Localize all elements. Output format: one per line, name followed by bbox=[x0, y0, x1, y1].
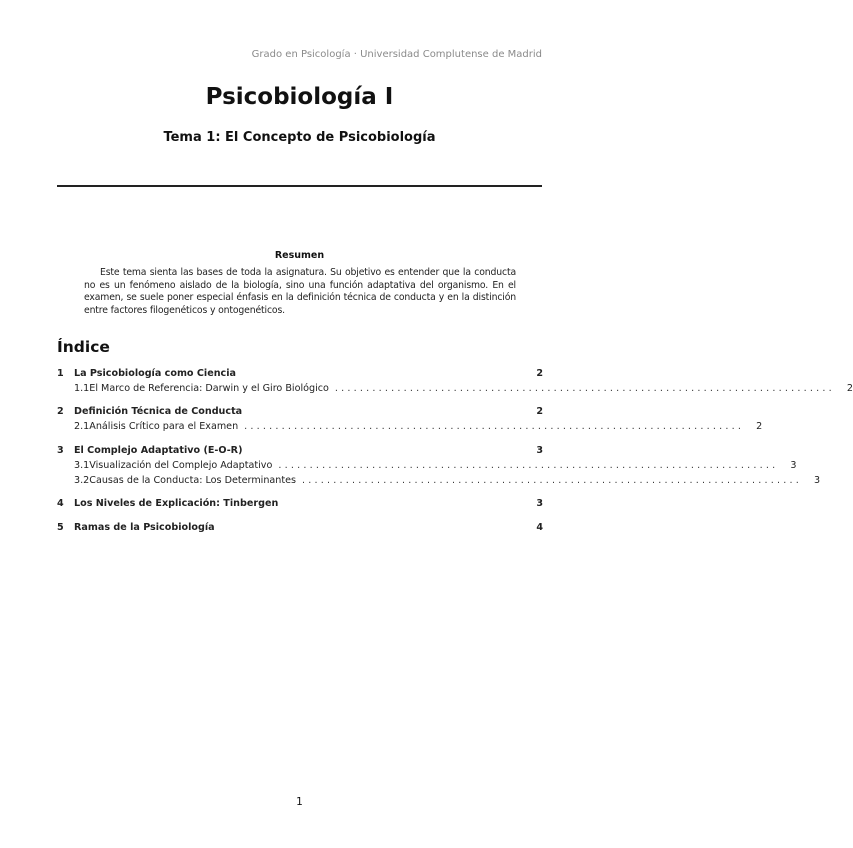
toc-entry-page: 3 bbox=[536, 445, 543, 456]
toc-entry-title: Causas de la Conducta: Los Determinantes bbox=[89, 475, 297, 486]
toc-entry-page: 2 bbox=[536, 368, 543, 379]
toc-entry-number: 2.1 bbox=[74, 421, 90, 432]
toc-entry-title: El Marco de Referencia: Darwin y el Giro Biológico bbox=[89, 383, 329, 394]
toc-entry-title: La Psicobiología como Ciencia bbox=[74, 368, 236, 379]
toc-entry-title: Análisis Crítico para el Examen bbox=[89, 421, 239, 432]
toc-entry-title: Definición Técnica de Conducta bbox=[74, 406, 243, 417]
toc-entry-title: Ramas de la Psicobiología bbox=[74, 522, 215, 533]
toc-entry-page: 2 bbox=[756, 421, 763, 432]
toc-entry-page: 2 bbox=[536, 406, 543, 417]
toc-leader-dots: ................................................................................ bbox=[302, 475, 803, 486]
toc-section-entry[interactable] bbox=[57, 368, 543, 382]
toc-subsection-entry[interactable] bbox=[57, 383, 853, 397]
toc-leader-dots: ................................................................................ bbox=[244, 421, 745, 432]
toc-entry-number: 4 bbox=[57, 498, 64, 509]
toc-entry-title: Visualización del Complejo Adaptativo bbox=[89, 460, 273, 471]
toc-entry-number: 1.1 bbox=[74, 383, 90, 394]
toc-entry-page: 3 bbox=[790, 460, 797, 471]
toc-leader-dots: ................................................................................ bbox=[278, 460, 779, 471]
toc-entry-number: 3 bbox=[57, 445, 64, 456]
document-title: Psicobiología I bbox=[205, 84, 394, 110]
toc-subsection-entry[interactable] bbox=[57, 421, 763, 435]
toc-entry-number: 5 bbox=[57, 522, 64, 533]
toc-subsection-entry[interactable] bbox=[57, 475, 821, 489]
title-rule bbox=[57, 185, 542, 187]
toc-entry-number: 2 bbox=[57, 406, 64, 417]
abstract-heading: Resumen bbox=[274, 250, 325, 261]
abstract-body: Este tema sienta las bases de toda la asignatura. Su objetivo es entender que la conducta no es un fenómeno aislado de la biología, sino una función adaptativa del organismo. En el examen, se suele poner especial énfasis en la definición técnica de conducta y en la distinción entre factores filogenéticos y ontogenéticos. bbox=[84, 267, 516, 316]
toc-section-entry[interactable] bbox=[57, 498, 543, 512]
toc-entry-number: 3.1 bbox=[74, 460, 90, 471]
toc-entry-page: 4 bbox=[536, 522, 543, 533]
toc-entry-page: 2 bbox=[846, 383, 853, 394]
toc-entry-number: 1 bbox=[57, 368, 64, 379]
toc-entry-number: 3.2 bbox=[74, 475, 90, 486]
toc-section-entry[interactable] bbox=[57, 522, 543, 536]
toc-heading: Índice bbox=[57, 338, 110, 356]
toc-leader-dots: ................................................................................ bbox=[334, 383, 835, 394]
page-number: 1 bbox=[296, 796, 303, 808]
toc-entry-title: El Complejo Adaptativo (E-O-R) bbox=[74, 445, 243, 456]
document-subtitle: Tema 1: El Concepto de Psicobiología bbox=[163, 130, 436, 145]
running-header: Grado en Psicología · Universidad Complutense de Madrid bbox=[251, 49, 542, 60]
toc-section-entry[interactable] bbox=[57, 445, 543, 459]
toc-entry-title: Los Niveles de Explicación: Tinbergen bbox=[74, 498, 279, 509]
toc-section-entry[interactable] bbox=[57, 406, 543, 420]
toc-entry-page: 3 bbox=[814, 475, 821, 486]
toc-subsection-entry[interactable] bbox=[57, 460, 797, 474]
toc-entry-page: 3 bbox=[536, 498, 543, 509]
